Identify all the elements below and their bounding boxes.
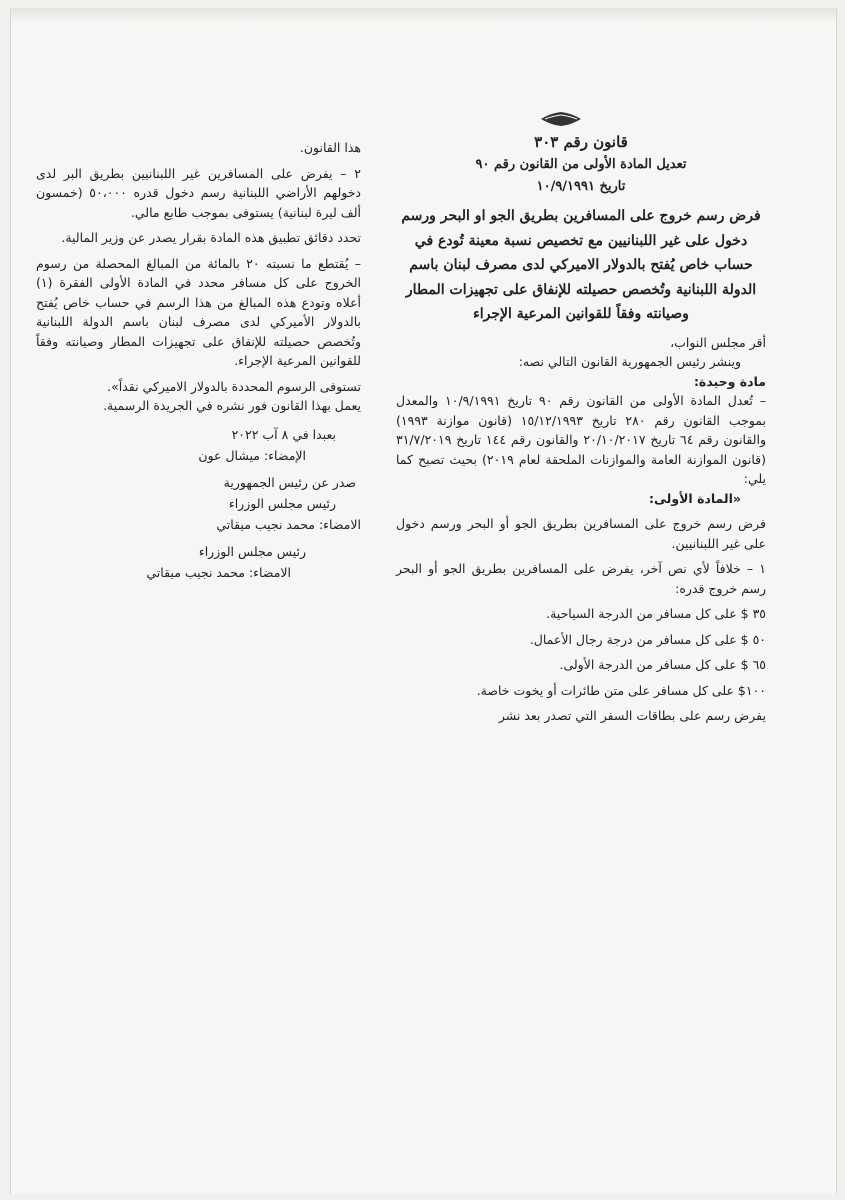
pm-title-2: رئيس مجلس الوزراء bbox=[198, 543, 306, 559]
place-date: بعبدا في ٨ آب ٢٠٢٢ bbox=[231, 426, 336, 442]
scan-top-edge bbox=[11, 8, 836, 22]
scanned-page bbox=[10, 8, 837, 1194]
single-article-heading: مادة وحيدة: bbox=[693, 373, 766, 389]
pm-signature-1: الامضاء: محمد نجيب ميقاتي bbox=[216, 516, 361, 532]
signature-block bbox=[36, 424, 361, 583]
fee-tourist: ٣٥ $ على كل مسافر من الدرجة السياحية. bbox=[546, 606, 766, 621]
paragraph-one: ١ – خلافاً لأي نص آخر، يفرض على المسافرين بطريق الجو أو البحر رسم خروج قدره: bbox=[396, 561, 766, 596]
paragraph-two: ٢ – يفرض على المسافرين غير اللبنانيين بطريق البر لدى دخولهم الأراضي اللبنانية رسم دخول قدره ٥٠،٠٠٠ (خمسون ألف ليرة لبنانية) يستوفى بموجب طابع مالي. bbox=[36, 165, 361, 220]
pm-title-1: رئيس مجلس الوزراء bbox=[228, 495, 336, 511]
fee-first-class: ٦٥ $ على كل مسافر من الدرجة الأولى. bbox=[559, 657, 766, 672]
issued-by: صدر عن رئيس الجمهورية bbox=[223, 474, 356, 490]
pm-signature-2: الامضاء: محمد نجيب ميقاتي bbox=[146, 564, 291, 580]
right-column bbox=[396, 130, 766, 726]
effective-line: يعمل بهذا القانون فور نشره في الجريدة الرسمية. bbox=[103, 398, 361, 413]
collection-line: تستوفى الرسوم المحددة بالدولار الاميركي نقداً». bbox=[107, 378, 361, 394]
article-one-heading: «المادة الأولى: bbox=[649, 490, 741, 506]
date-line: تاريخ ١٠/٩/١٩٩١ bbox=[536, 179, 626, 194]
article-one-text: فرض رسم خروج على المسافرين بطريق الجو أو البحر ورسم دخول على غير اللبنانيين. bbox=[396, 516, 766, 551]
fee-business: ٥٠ $ على كل مسافر من درجة رجال الأعمال. bbox=[529, 631, 766, 647]
parliament-line: أقر مجلس النواب، bbox=[670, 334, 766, 350]
law-number: قانون رقم ٣٠٣ bbox=[534, 133, 628, 151]
law-title: فرض رسم خروج على المسافرين بطريق الجو او البحر ورسم دخول على غير اللبنانيين مع تخصيص نسبة معينة تُودع في حساب خاص يُفتح بالدولار الاميركي لدى مصرف لبنان باسم الدولة اللبنانية وتُخصص حصيلته للإنفاق على تجهيزات المطار وصيانته وفقاً للقوانين المرعية الإجراء bbox=[401, 208, 761, 322]
deduction-paragraph: – يُقتطع ما نسبته ٢٠ بالمائة من المبالغ المحصلة من رسوم الخروج على كل مسافر محدد في المادة الأولى الفقرة (١) أعلاه وتودع هذه المبالغ من هذا الرسم في حساب خاص يُفتح بالدولار الأميركي لدى مصرف لبنان باسم الدولة اللبنانية وتُخصص حصيلته للإنفاق على تجهيزات المطار وصيانته وفقاً للقوانين المرعية الإجراء. bbox=[36, 255, 361, 368]
amendment-text: – تُعدل المادة الأولى من القانون رقم ٩٠ تاريخ ١٠/٩/١٩٩١ والمعدل بموجب القانون رقم ٢٨٠ تاريخ ١٥/١٢/١٩٩٣ (قانون موازنة ١٩٩٣) والقانون رقم ٦٤ تاريخ ٢٠/١٠/٢٠١٧ والقانون رقم ١٤٤ تاريخ ٣١/٧/٢٠١٩ (قانون الموازنة العامة والموازنات الملحقة لعام ٢٠١٩) بحيث تصبح كما يلي: bbox=[396, 393, 767, 486]
amendment-line: تعديل المادة الأولى من القانون رقم ٩٠ bbox=[475, 157, 687, 172]
details-line: تحدد دقائق تطبيق هذه المادة بقرار يصدر عن وزير المالية. bbox=[61, 230, 361, 245]
left-column bbox=[36, 138, 361, 583]
publish-line: وينشر رئيس الجمهورية القانون التالي نصه: bbox=[518, 354, 741, 369]
continuation-line: هذا القانون. bbox=[299, 140, 361, 155]
fee-private: ١٠٠$ على كل مسافر على متن طائرات أو يخوت خاصة. bbox=[476, 682, 766, 698]
trailing-line: يفرض رسم على بطاقات السفر التي تصدر بعد نشر bbox=[498, 708, 766, 723]
ornament-divider bbox=[541, 110, 581, 128]
president-signature: الإمضاء: ميشال عون bbox=[198, 447, 306, 463]
